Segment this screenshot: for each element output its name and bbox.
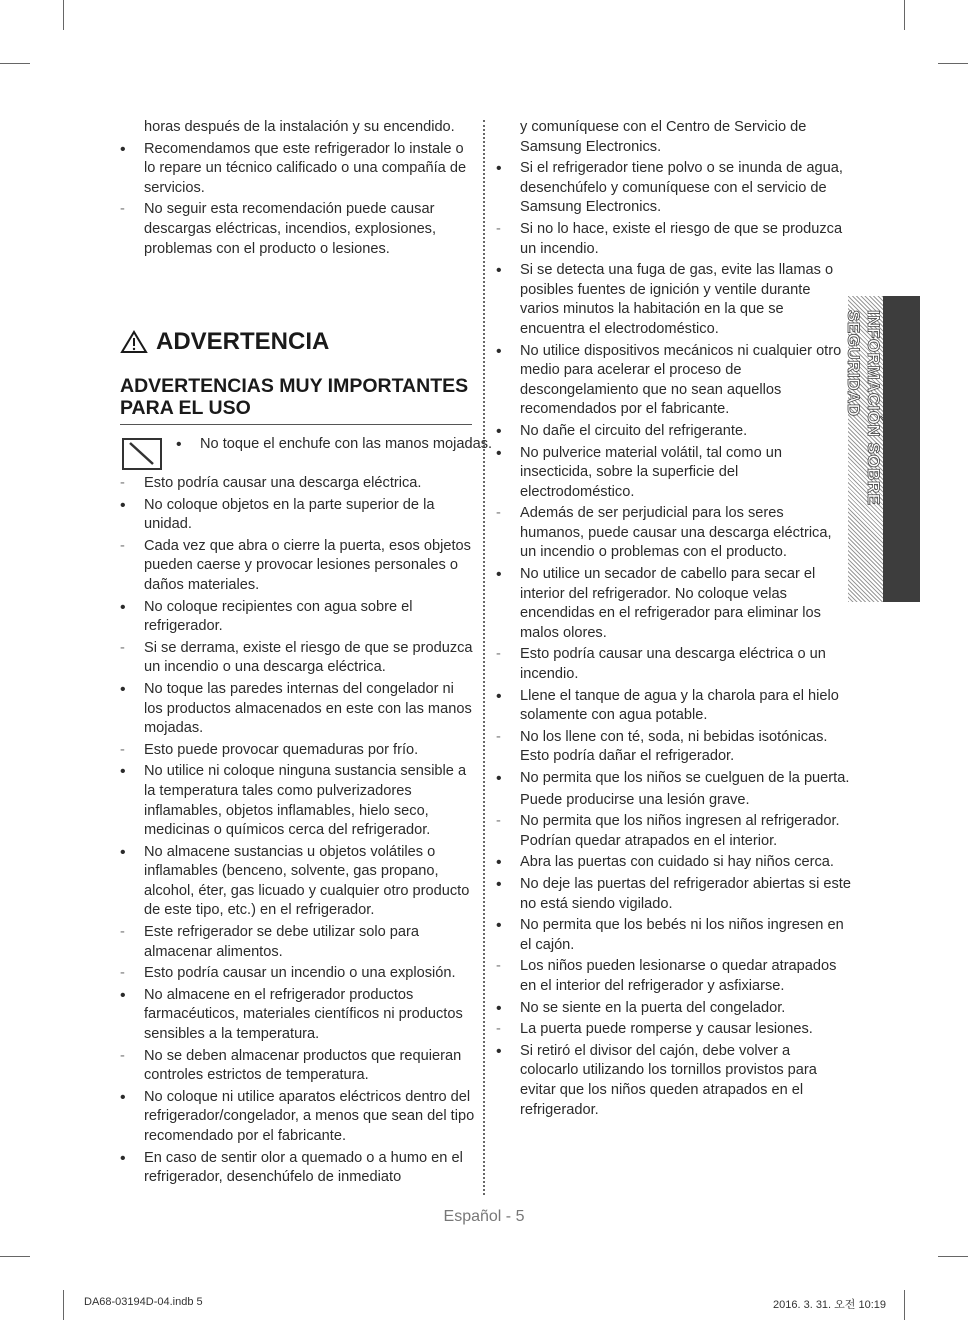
bullet-marker — [496, 999, 520, 1020]
list-item — [496, 645, 851, 684]
crop-mark — [63, 1290, 64, 1320]
dash-marker — [120, 200, 144, 220]
dash-marker — [120, 474, 144, 494]
list-item — [120, 537, 476, 596]
list-item-text: Puede producirse una lesión grave. — [520, 791, 750, 808]
list-item — [120, 680, 476, 739]
list-item — [120, 639, 476, 678]
list-item-text: Si retiró el divisor del cajón, debe volver a colocarlo utilizando los tornillos provistos para evitar que los niños queden atrapados en el refrigerador. — [520, 1042, 817, 1118]
list-item — [120, 496, 476, 535]
list-item-text: No se siente en la puerta del congelador. — [520, 999, 786, 1016]
bullet-marker — [120, 598, 144, 619]
dash-marker — [120, 741, 144, 761]
left-column-list — [120, 474, 476, 1190]
prohibition-icon — [122, 438, 162, 470]
page-number: Español - 5 — [443, 1208, 525, 1225]
list-item — [496, 261, 851, 339]
list-item-text: No pulverice material volátil, tal como un insecticida, sobre la superficie del electrodoméstico. — [520, 444, 782, 500]
list-item-text: Abra las puertas con cuidado si hay niños cerca. — [520, 854, 834, 871]
bullet-marker — [120, 1088, 144, 1109]
list-item-text: No coloque recipientes con agua sobre el refrigerador. — [144, 598, 413, 635]
list-item-text: No dañe el circuito del refrigerante. — [520, 422, 748, 439]
list-item — [120, 843, 476, 921]
list-item-text: No almacene sustancias u objetos volátiles o inflamables (benceno, solvente, gas propano, alcohol, éter, gas licuado y cualquier otro producto de este tipo, etc.) en el refrigerador. — [144, 843, 470, 919]
list-item-text: Además de ser perjudicial para los seres humanos, puede causar una descarga eléctrica, un incendio o problemas con el producto. — [520, 505, 832, 561]
list-item — [496, 444, 851, 503]
list-item — [496, 1020, 851, 1040]
list-item — [496, 687, 851, 726]
list-item-text: Esto puede provocar quemaduras por frío. — [144, 741, 419, 758]
crop-mark — [0, 1256, 30, 1257]
dash-marker — [496, 957, 520, 977]
list-item-text: No deje las puertas del refrigerador abiertas si este no está siendo vigilado. — [520, 875, 851, 912]
list-item — [120, 964, 476, 984]
list-item-text: Esto podría causar una descarga eléctrica. — [144, 475, 422, 491]
print-stamp: 2016. 3. 31. 오전 10:19 — [773, 1299, 886, 1311]
warning-subtitle: ADVERTENCIAS MUY IMPORTANTES PARA EL USO — [120, 375, 472, 425]
bullet-marker — [496, 422, 520, 443]
list-item — [496, 159, 851, 218]
list-item — [496, 916, 851, 955]
bullet-marker — [120, 986, 144, 1007]
dash-marker — [496, 645, 520, 665]
side-tab-dark — [883, 296, 920, 602]
list-item-text: No utilice ni coloque ninguna sustancia sensible a la temperatura tales como pulverizadores inflamables, objetos inflamables, hielo seco, medicinas o químicos cerca del refrigerador. — [144, 763, 467, 839]
crop-mark — [938, 1256, 968, 1257]
list-item — [176, 435, 496, 455]
bullet-marker — [120, 680, 144, 701]
crop-mark — [904, 1290, 905, 1320]
dash-marker — [496, 504, 520, 524]
list-item-text: Los niños pueden lesionarse o quedar atrapados en el interior del refrigerador y asfixiarse. — [520, 958, 837, 994]
dash-marker — [496, 220, 520, 240]
bullet-marker — [496, 261, 520, 282]
list-item — [120, 923, 476, 962]
list-item-text: No utilice un secador de cabello para secar el interior del refrigerador. No coloque velas encendidas en el refrigerador para eliminar los malos olores. — [520, 566, 821, 641]
dash-marker — [496, 728, 520, 748]
list-item-text: No toque las paredes internas del congelador ni los productos almacenados en este con las manos mojadas. — [144, 680, 472, 737]
warning-heading — [120, 328, 329, 356]
list-item — [496, 853, 851, 873]
list-item — [496, 220, 851, 259]
crop-mark — [0, 63, 30, 64]
list-item-text: No toque el enchufe con las manos mojadas. — [200, 436, 493, 452]
list-item-text: No permita que los bebés ni los niños ingresen en el cajón. — [520, 917, 844, 953]
list-item — [120, 140, 476, 199]
list-item — [120, 762, 476, 840]
list-item-text: No permita que los niños ingresen al refrigerador. Podrían quedar atrapados en el interior. — [520, 813, 840, 849]
list-item-text: Si no lo hace, existe el riesgo de que se produzca un incendio. — [520, 220, 843, 257]
list-item-text: Este refrigerador se debe utilizar solo para almacenar alimentos. — [144, 924, 419, 960]
bullet-marker — [496, 875, 520, 896]
list-item — [120, 118, 476, 138]
bullet-marker — [496, 769, 520, 790]
list-item-text: En caso de sentir olor a quemado o a humo en el refrigerador, desenchúfelo de inmediato — [144, 1149, 463, 1186]
side-tab-label: INFORMACIÓN SOBRE SEGURIDAD — [844, 310, 883, 506]
list-item — [120, 741, 476, 761]
list-item-text: Recomendamos que este refrigerador lo instale o lo repare un técnico calificado o una compañía de servicios. — [144, 140, 467, 196]
list-item — [120, 1149, 476, 1188]
list-item-text: No coloque objetos en la parte superior de la unidad. — [144, 496, 435, 533]
bullet-marker — [496, 342, 520, 363]
crop-mark — [938, 63, 968, 64]
list-item-text: No seguir esta recomendación puede causar descargas eléctricas, incendios, explosiones, problemas con el producto o lesiones. — [144, 201, 437, 257]
list-item-text: Si el refrigerador tiene polvo o se inunda de agua, desenchúfelo y comuníquese con el servicio de Samsung Electronics. — [520, 160, 843, 216]
file-name: DA68-03194D-04.indb 5 — [84, 1296, 203, 1308]
bullet-marker — [496, 853, 520, 874]
dash-marker — [496, 812, 520, 832]
dash-marker — [120, 639, 144, 659]
left-column-top — [120, 118, 476, 261]
dash-marker — [120, 964, 144, 984]
dash-marker — [120, 923, 144, 943]
bullet-marker — [496, 159, 520, 180]
list-item-text: y comuníquese con el Centro de Servicio de Samsung Electronics. — [520, 119, 807, 155]
list-item — [496, 769, 851, 789]
bullet-marker — [120, 762, 144, 783]
list-item-text: No almacene en el refrigerador productos farmacéuticos, materiales científicos ni productos sensibles a la temperatura. — [144, 986, 463, 1043]
list-item — [496, 791, 851, 811]
list-item-text: Si se derrama, existe el riesgo de que se produzca un incendio o una descarga eléctrica. — [144, 639, 473, 676]
list-item-text: No los llene con té, soda, ni bebidas isotónicas. Esto podría dañar el refrigerador. — [520, 728, 828, 765]
list-item — [496, 422, 851, 442]
list-item-text: No coloque ni utilice aparatos eléctricos dentro del refrigerador/congelador, a menos que sean del tipo recomendado por el fabricante. — [144, 1088, 475, 1144]
list-item — [120, 986, 476, 1045]
column-divider — [483, 120, 485, 1195]
bullet-marker — [496, 565, 520, 586]
list-item-text: Si se detecta una fuga de gas, evite las llamas o posibles fuentes de ignición y ventile durante varios minutos la habitación en la que se encuentra el electrodoméstico. — [520, 262, 834, 337]
list-item-text: No se deben almacenar productos que requieran controles estrictos de temperatura. — [144, 1047, 462, 1084]
list-item — [496, 812, 851, 851]
bullet-marker — [496, 1042, 520, 1063]
list-item — [496, 565, 851, 643]
bullet-marker — [496, 687, 520, 708]
crop-mark — [904, 0, 905, 30]
list-item — [120, 200, 476, 259]
bullet-marker — [496, 916, 520, 937]
list-item — [496, 999, 851, 1019]
bullet-marker — [120, 1149, 144, 1170]
list-item-text: Llene el tanque de agua y la charola para el hielo solamente con agua potable. — [520, 687, 839, 724]
bullet-marker — [120, 496, 144, 517]
bullet-marker — [176, 435, 200, 456]
list-item — [120, 474, 476, 494]
list-item-text: Esto podría causar un incendio o una explosión. — [144, 965, 456, 982]
list-item-text: Esto podría causar una descarga eléctrica o un incendio. — [520, 646, 826, 683]
dash-marker — [496, 1020, 520, 1040]
crop-mark — [63, 0, 64, 30]
list-item — [120, 598, 476, 637]
list-item-text: Cada vez que abra o cierre la puerta, esos objetos pueden caerse y provocar lesiones personales o daños materiales. — [144, 537, 471, 593]
list-item-text: No permita que los niños se cuelguen de la puerta. — [520, 770, 850, 786]
list-item-text: La puerta puede romperse y causar lesiones. — [520, 1021, 813, 1038]
list-item — [496, 342, 851, 420]
bullet-marker — [120, 140, 144, 161]
list-item — [496, 728, 851, 767]
list-item — [496, 1042, 851, 1120]
right-column-list — [496, 118, 851, 1122]
warning-title: ADVERTENCIA — [156, 328, 330, 355]
dash-marker — [120, 537, 144, 557]
list-item-text: horas después de la instalación y su encendido. — [144, 119, 455, 135]
warning-triangle-icon — [120, 330, 148, 354]
list-item-text: No utilice dispositivos mecánicos ni cualquier otro medio para acelerar el proceso de descongelamiento que no sean aquellos recomendados por el fabricante. — [520, 342, 842, 418]
bullet-marker — [496, 444, 520, 465]
list-item — [120, 1088, 476, 1147]
list-item — [496, 957, 851, 996]
list-item — [120, 1047, 476, 1086]
list-item — [496, 118, 851, 157]
list-item — [496, 875, 851, 914]
dash-marker — [120, 1047, 144, 1067]
list-item — [496, 504, 851, 563]
bullet-marker — [120, 843, 144, 864]
